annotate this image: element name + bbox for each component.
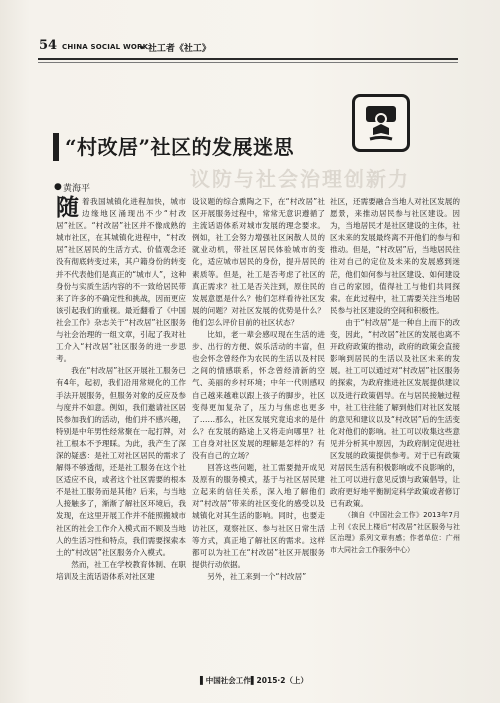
reading-person-icon	[355, 97, 407, 149]
source-note: （摘自《中国社会工作》2013年7月上刊《农民上楼后“村改居”社区服务与社区治理》系列文章有感；作者单位：广州市大同社会工作服务中心）	[330, 511, 460, 554]
paragraph-8: 社区，还需要融合当地人对社区发展的愿景，来推动居民参与社区建设。因为，当地居民才是社区建设的主体，社区未来的发展最终离不开他们的参与和推动。但是，“村改居”后，当地居民往往对自己的定位及未来的发展感到迷茫，他们如何参与社区建设、如何建设自己的家园，值得社工与他们共同探索。在此过程中，社工需要关注当地居民参与社区建设的空间和积极性。	[330, 197, 460, 315]
page-number: 54	[39, 38, 58, 53]
reader-forum-logo	[352, 94, 410, 152]
text-column-3	[330, 196, 460, 556]
drop-cap: 随	[56, 194, 79, 221]
section-label: • 社工者《社工》	[139, 44, 211, 54]
page-footer: ▌中国社会工作▌2015·2（上）	[200, 676, 308, 685]
author-name: 黄海平	[63, 184, 91, 194]
paragraph-4: 设议题的综合熏陶之下，在“村改居”社区开展服务过程中，常常无意识遵循了主流话语体系对城市发展的理念要求。例如，社工会努力增强社区闲散人员的就业动机，带社区居民体验城市的变化，适应城市居民的身份，提升居民的素质等。但是，社工是否考虑了社区的真正需求？社工是否关注到，原住民的发展意愿是什么？他们怎样看待社区发展的问题？对社区发展的优势是什么？他们怎么评价目前的社区状态？	[192, 197, 325, 327]
article-title: “村改居”社区的发展迷思	[65, 135, 295, 159]
header-rule-thin	[38, 62, 458, 63]
paragraph-2: 我在“村改居”社区开展社工服务已有4年，起初，我们沿用常规化的工作手法开展服务，但服务对象的反应及参与度并不如意。例如，我们邀请社区居民参加我们的活动，他们并不感兴趣，特别是中年男性经常聚在一起打牌，对社工根本不予理睬。为此，我产生了深深的疑惑：是社工对社区居民的需求了解得不够透彻，还是社工服务在这个社区适应不良，或者这个社区需要的根本不是社工服务而是其他？后来，与当地人接触多了，渐渐了解社区环境后，我发现，在这里开展工作并不能照搬城市社区的社会工作介入模式而不顾及当地人的生活习性和特点，我们需要探索本土的“村改居”社区服务介入模式。	[56, 366, 186, 557]
author-bullet: ●	[54, 182, 62, 192]
paragraph-1: 随着我国城镇化进程加快，城市边缘地区涌现出不少“村改居”社区。“村改居”社区并不像成熟的城市社区，在其城镇化进程中，“村改居”社区居民的生活方式、价值观念还没有彻底转变过来，其户籍身份的转变并不代表他们是真正的“城市人”，这种身份与实质生活内容的不一致给居民带来了许多的不确定性和挑战，因而更应该引起我们的重视。最近翻看了《中国社会工作》杂志关于“村改居”社区服务与社会治理的一组文章，引起了我对社工介入“村改居”社区服务的进一步思考。	[56, 194, 186, 364]
paragraph-6: 回答这些问题，社工需要抛开成见及原有的服务模式，基于与社区居民建立起来的信任关系，深入地了解他们对“村改居”带来的社区变化的感受以及城镇化对其生活的影响。同时，也要走访社区，观察社区、参与社区日常生活等方式，真正地了解社区的需求。这样都可以为社工在“村改居”社区开展服务提供行动依据。	[192, 463, 325, 569]
publication-name: CHINA SOCIAL WORK	[62, 43, 149, 51]
paragraph-7: 另外，社工来到一个“村改居”	[207, 571, 307, 581]
text-column-1	[56, 196, 186, 583]
background-watermark: 议防与社会治理创新力	[190, 167, 410, 191]
paragraph-9: 由于“村改居”是一种自上而下的改变，因此，“村改居”社区的发展也离不开政府政策的推动，政府的政策会直接影响到居民的生活以及社区未来的发展。社工可以通过对“村改居”社区服务的探索，为政府推进社区发展提供建议以及进行政策倡导。在与居民接触过程中，社工往往能了解到他们对社区发展的意见和建议以及“村改居”后的生活变化对他们的影响。社工可以收集这些意见并分析其中原因，为政府制定促进社区发展的政策提供参考。对于已有政策对居民生活有积极影响或不良影响的，社工可以进行意见反馈与政策倡导，让政府更好地平衡制定科学政策或者修订已有政策。	[330, 317, 460, 509]
title-accent-bar	[53, 133, 59, 161]
paragraph-3: 然而，社工在学校教育体制、在职培训及主流话语体系对社区建	[56, 559, 186, 581]
header-rule	[38, 58, 458, 60]
text-column-2	[192, 196, 325, 583]
paragraph-5: 比如，老一辈会感叹现在生活的进步、出行的方便、娱乐活动的丰富，但也会怀念曾经作为农民的生活以及村民之间的情感联系，怀念曾经清新的空气、美丽的乡村环境；中年一代则感叹自己越来越难以跟上孩子的脚步，社区变得更加复杂了，压力与焦虑也更多了……那么，社区发展究竟追求的是什么？在发展的路途上又将走向哪里？社工自身对社区发展的理解是怎样的？有没有自己的立场？	[192, 330, 325, 460]
